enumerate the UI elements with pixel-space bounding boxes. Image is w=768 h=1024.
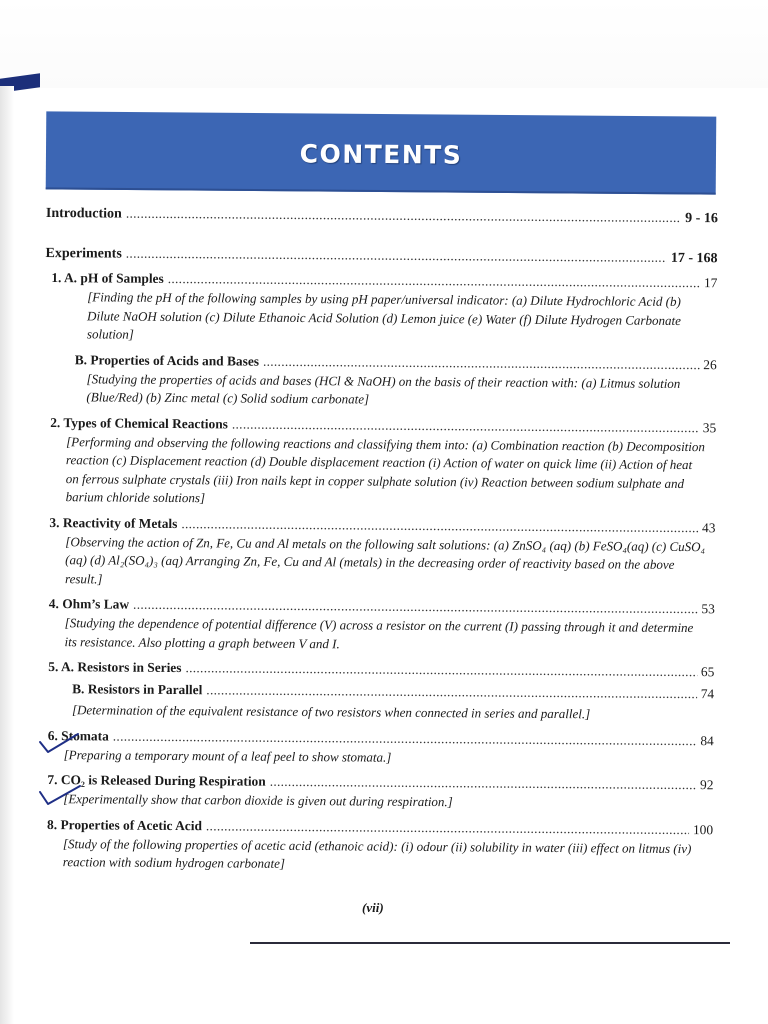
entry-description: [Studying the dependence of potential difference (V) across a resistor on the current (I) passing through it and determine its resistance. Also plotting a graph between V and I. (64, 615, 694, 651)
section-pages: 9 - 16 (685, 211, 718, 227)
entry-title: Resistors in Series (77, 659, 182, 676)
entry-number: 6. (47, 727, 58, 743)
page-gutter-shadow (0, 86, 14, 1024)
entry-page: 17 (703, 275, 718, 291)
entry-6 (42, 725, 714, 769)
check-mark-icon (38, 782, 84, 808)
entry-page: 43 (702, 519, 716, 535)
page-title: CONTENTS (299, 138, 463, 170)
entry-description: [Finding the pH of the following samples by using pH paper/universal indicator: (a) Dilute Hydrochloric Acid (b) Dilute NaOH solution (c) Dilute Ethanoic Acid Solution (d) Lemon juice (e) Water (f) Dilute Hydrogen Carbonate solution] (86, 289, 681, 342)
entry-description: [Performing and observing the following reactions and classifying them into: (a) Combination reaction (b) Decomposition reaction (c) Displacement reaction (d) Double displacement reaction (i) Action of water on quick lime (ii) Action of heat on ferrous sulphate crystals (iii) Iron nails kept in copper sulphate solution (iv) Reaction between sodium sulphate and barium chloride solutions] (65, 433, 706, 506)
entry-page: 35 (702, 419, 717, 435)
dot-leader (206, 680, 697, 704)
entry-8 (41, 814, 713, 876)
dot-leader (185, 658, 697, 682)
page-top-margin (0, 0, 768, 88)
entry-title: Reactivity of Metals (62, 514, 178, 531)
entry-title: pH of Samples (80, 270, 164, 286)
entry-title: Types of Chemical Reactions (63, 414, 228, 431)
entry-description: [Experimentally show that carbon dioxide is given out during respiration.] (63, 791, 453, 810)
entry-2 (44, 412, 717, 511)
entry-number: 1. A. (51, 270, 78, 286)
entry-page: 100 (692, 821, 714, 837)
entry-5b (42, 679, 714, 725)
entry-title: CO₂ is Released During Respiration (60, 772, 266, 789)
entry-number: 8. (47, 816, 58, 832)
entry-description: [Study of the following properties of acetic acid (ethanoic acid): (i) odour (ii) solubility in water (iii) effect on litmus (iv) reaction with sodium hydrogen carbonate] (62, 835, 692, 871)
page-bottom-edge (250, 942, 730, 944)
entry-title: Ohm’s Law (62, 596, 130, 612)
entry-number: 4. (48, 596, 59, 612)
entry-heading (48, 657, 714, 682)
entry-title: Properties of Acetic Acid (60, 816, 202, 833)
entry-page: 74 (700, 686, 715, 702)
dot-leader (126, 244, 667, 268)
entry-number: 7. (47, 772, 58, 788)
section-title: Introduction (45, 205, 122, 222)
entry-description: [Preparing a temporary mount of a leaf peel to show stomata.] (63, 746, 392, 765)
entry-7 (41, 770, 713, 814)
entry-description: [Determination of the equivalent resistance of two resistors when connected in series and parallel.] (71, 702, 591, 722)
entry-5a (42, 657, 714, 682)
entry-heading (72, 679, 714, 704)
entry-description: [Studying the properties of acids and bases (HCl & NaOH) on the basis of their reaction with: (a) Litmus solution (Blue/Red) (b) Zinc metal (c) Solid sodium carbonate] (86, 370, 681, 407)
entry-3 (43, 512, 716, 593)
entry-description: [Observing the action of Zn, Fe, Cu and Al metals on the following salt solutions: (a) ZnSO₄ (aq) (b) FeSO₄(aq) (c) CuSO₄ (aq) (d) Al₂(SO₄)₃ (aq) Arranging Zn, Fe, Cu and Al (metals) in the decreasing order of reactivity based on the above result.] (64, 533, 706, 586)
section-pages: 17 - 168 (670, 250, 718, 267)
entry-number: 2. (50, 414, 61, 430)
contents-header-band (46, 111, 717, 194)
entry-title: Properties of Acids and Bases (90, 351, 260, 369)
page-number-footer: (vii) (362, 900, 384, 915)
entry-page: 65 (700, 664, 715, 680)
entry-number: 5. A. (48, 659, 75, 675)
section-title: Experiments (45, 245, 122, 262)
entry-1b (44, 349, 716, 411)
check-mark-icon (38, 730, 84, 756)
entry-title: Stomata (61, 727, 109, 744)
entry-page: 84 (700, 732, 714, 748)
entry-title: Resistors in Parallel (87, 681, 203, 698)
entry-number: B. (72, 681, 85, 697)
entry-page: 53 (701, 601, 715, 617)
entry-page: 26 (703, 356, 717, 372)
entry-1a (45, 268, 718, 349)
dot-leader (263, 351, 699, 374)
entry-number: 3. (49, 514, 60, 530)
entry-number: B. (74, 351, 88, 367)
entry-page: 92 (699, 777, 714, 793)
entry-4 (42, 594, 714, 656)
contents-list (41, 200, 718, 883)
